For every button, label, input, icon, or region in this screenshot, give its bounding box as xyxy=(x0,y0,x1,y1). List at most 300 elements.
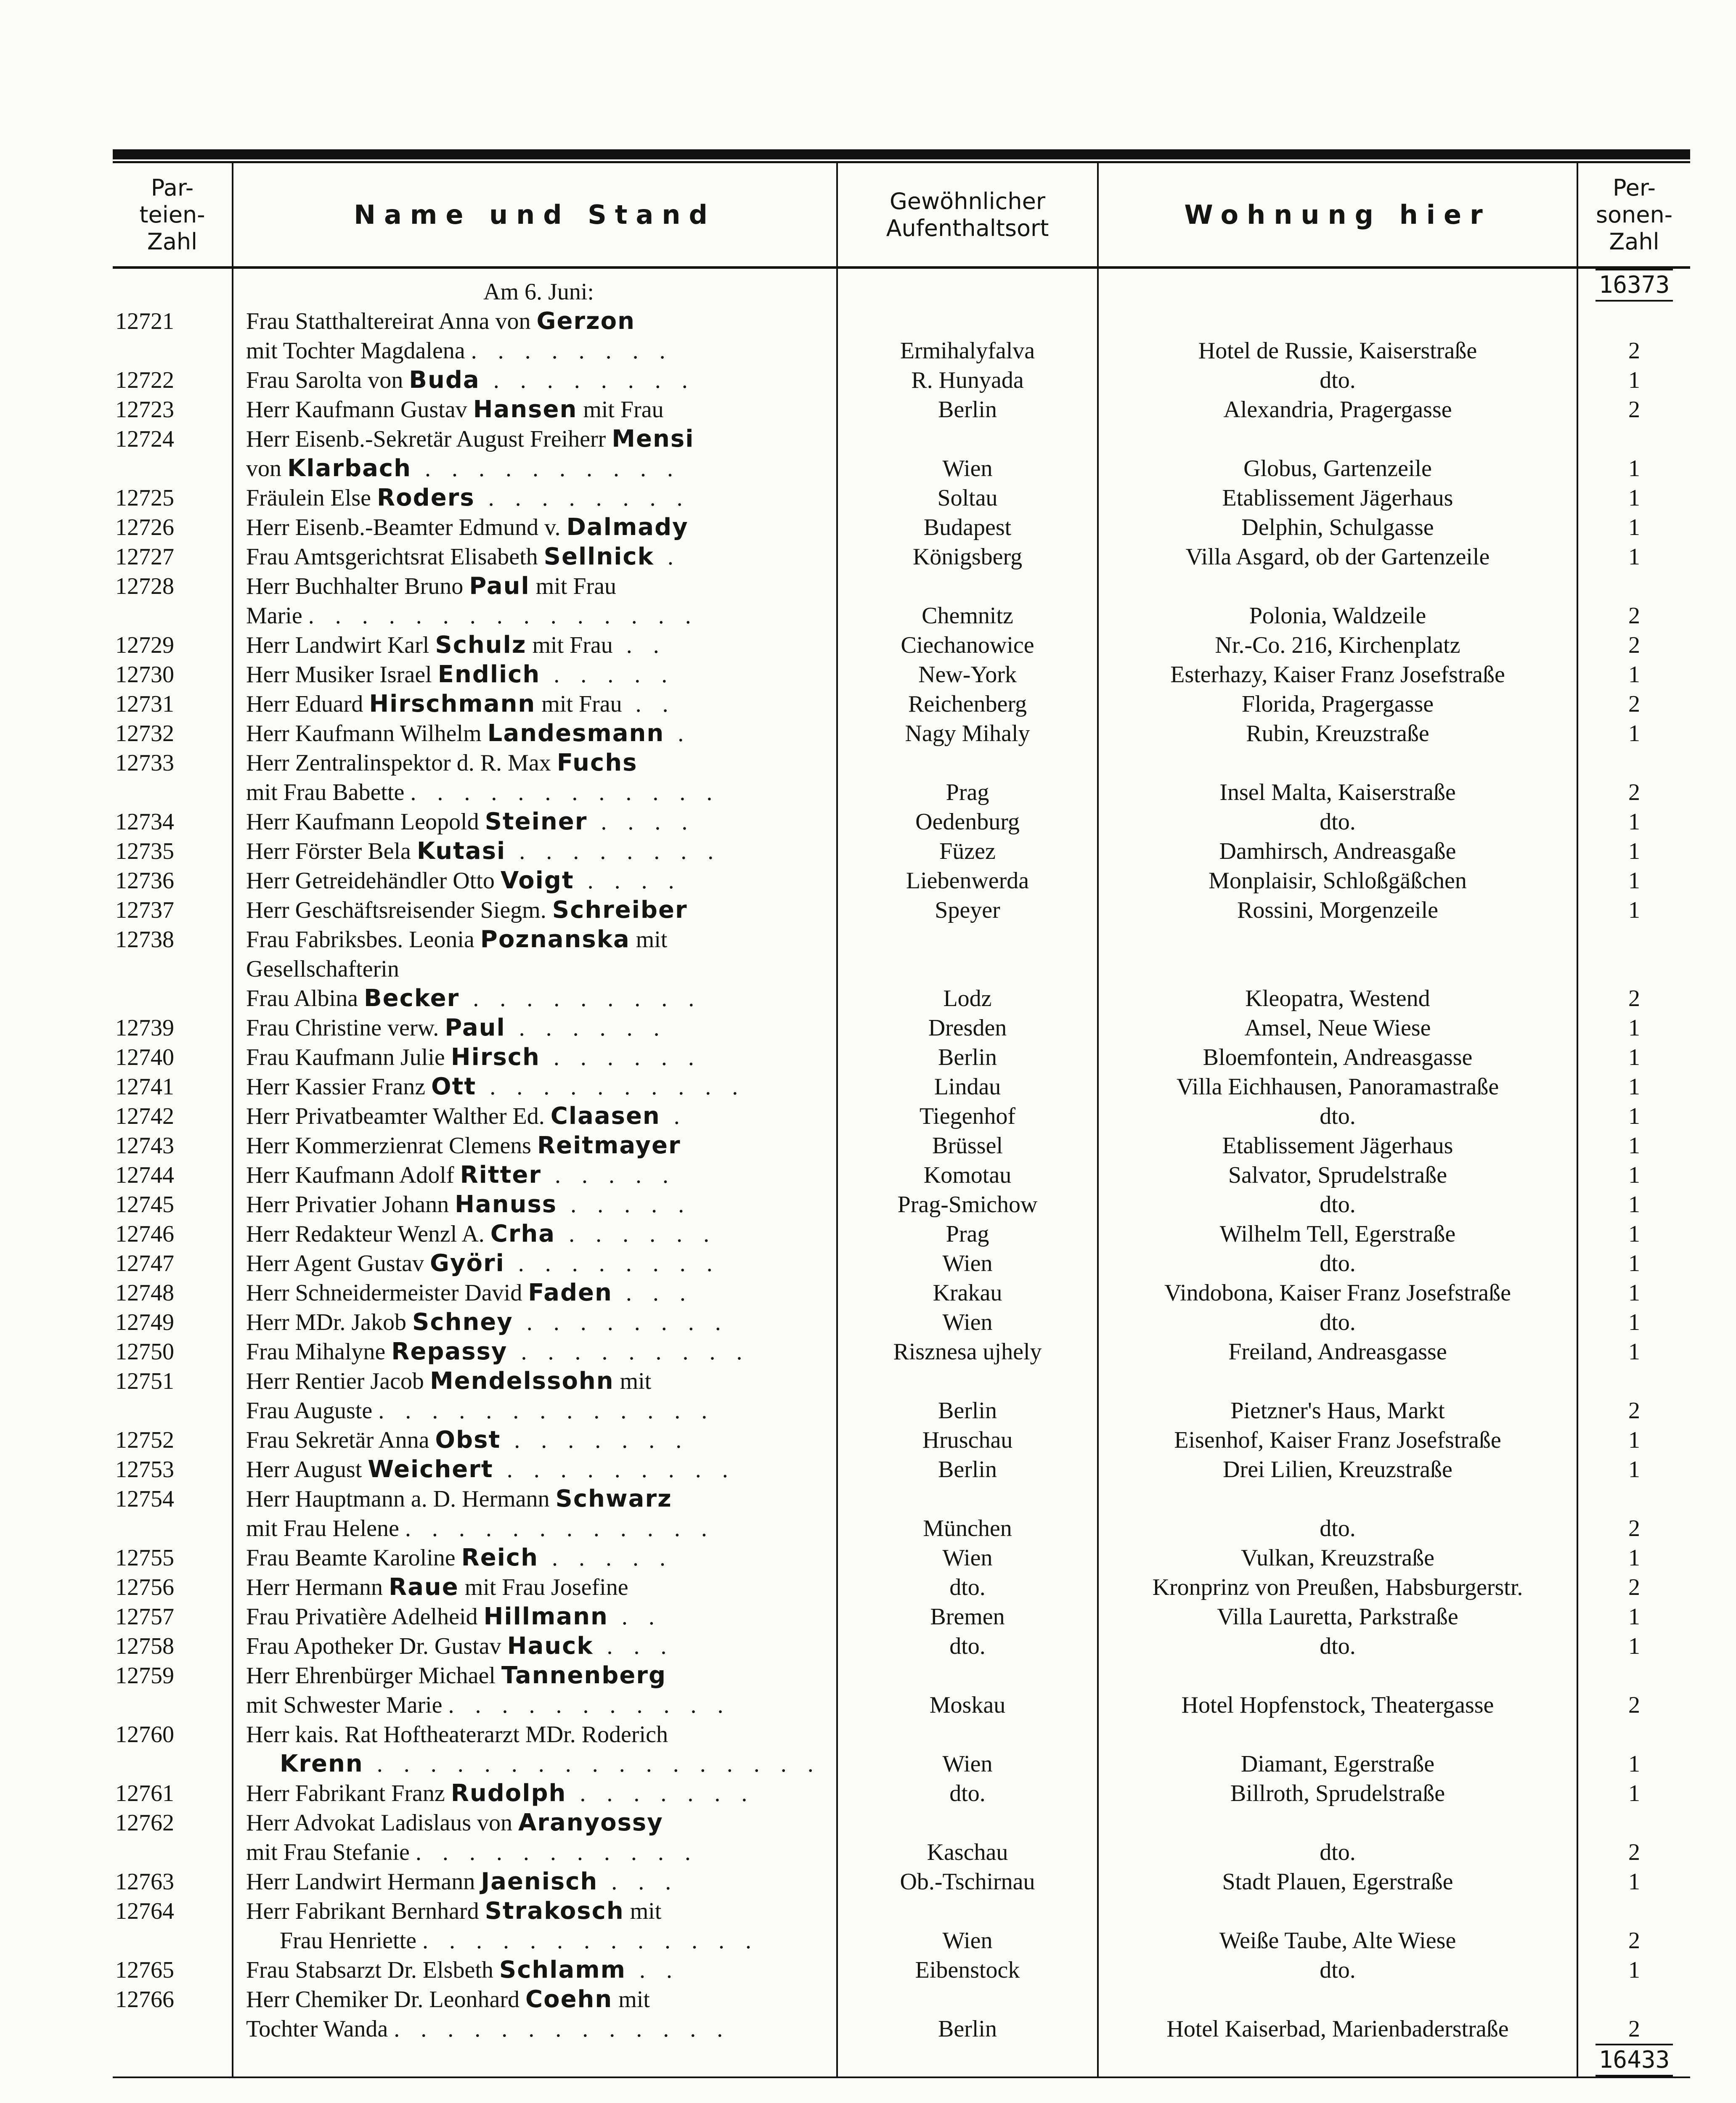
local-address xyxy=(1098,424,1577,454)
usual-residence: Wien xyxy=(837,1543,1098,1573)
name-prefix: Herr kais. Rat Hoftheaterarzt MDr. Roderich xyxy=(246,1722,668,1748)
local-address xyxy=(1098,1985,1577,2014)
final-total-name xyxy=(233,2044,837,2077)
register-row xyxy=(113,1102,1690,1131)
leader-dots: . . xyxy=(612,632,667,658)
name-prefix: Herr Eduard xyxy=(246,691,369,717)
persons-count: 2 xyxy=(1577,1573,1690,1602)
name-status xyxy=(233,1602,837,1632)
surname: Becker xyxy=(363,985,460,1012)
persons-count: 1 xyxy=(1577,1632,1690,1661)
usual-residence: Ciechanowice xyxy=(837,630,1098,660)
name-status xyxy=(233,2014,837,2044)
leader-dots: . . . . xyxy=(587,809,695,835)
register-row xyxy=(113,1602,1690,1632)
usual-residence xyxy=(837,572,1098,601)
usual-residence xyxy=(837,1808,1098,1838)
name-status xyxy=(233,1455,837,1484)
leader-dots: . . . . . . . . xyxy=(480,367,695,393)
name-status xyxy=(233,1484,837,1514)
register-row xyxy=(113,1219,1690,1249)
name-prefix: mit Tochter Magdalena xyxy=(246,338,471,364)
surname: Tannenberg xyxy=(501,1662,667,1689)
register-row xyxy=(113,1896,1690,1926)
persons-count: 1 xyxy=(1577,1278,1690,1308)
register-row xyxy=(113,630,1690,660)
name-status xyxy=(233,1514,837,1543)
name-status xyxy=(233,1779,837,1808)
party-number: 12750 xyxy=(115,1339,174,1365)
name-status xyxy=(233,1749,837,1779)
register-row xyxy=(113,1808,1690,1838)
leader-dots: . . xyxy=(622,691,676,717)
leader-dots: . . . xyxy=(593,1633,674,1659)
surname: Poznanska xyxy=(480,926,630,953)
name-prefix: Herr Musiker Israel xyxy=(246,662,438,688)
persons-count: 1 xyxy=(1577,866,1690,895)
name-status xyxy=(233,454,837,483)
party-number: 12757 xyxy=(115,1604,174,1630)
register-row xyxy=(113,984,1690,1013)
usual-residence: Oedenburg xyxy=(837,807,1098,837)
persons-count: 2 xyxy=(1577,2014,1690,2044)
usual-residence: Eibenstock xyxy=(837,1955,1098,1985)
final-total-address xyxy=(1098,2044,1577,2077)
local-address: dto. xyxy=(1098,1249,1577,1278)
name-prefix: Herr Redakteur Wenzl A. xyxy=(246,1221,490,1247)
local-address: Hotel de Russie, Kaiserstraße xyxy=(1098,336,1577,366)
persons-count: 1 xyxy=(1577,542,1690,572)
name-prefix: Herr Advokat Ladislaus von xyxy=(246,1810,518,1836)
register-row xyxy=(113,1543,1690,1573)
name-prefix: Herr Kaufmann Leopold xyxy=(246,809,485,835)
leader-dots: . . . . . . . . . . . . . . . xyxy=(308,603,699,629)
name-status xyxy=(233,424,837,454)
leader-dots: . . . . . . . . xyxy=(471,338,673,364)
register-row xyxy=(113,513,1690,542)
name-status xyxy=(233,1131,837,1160)
name-prefix: Frau Amtsgerichtsrat Elisabeth xyxy=(246,544,544,570)
name-suffix: mit Frau xyxy=(535,691,622,717)
local-address: Weiße Taube, Alte Wiese xyxy=(1098,1926,1577,1955)
party-number: 12758 xyxy=(115,1633,174,1659)
name-status xyxy=(233,1661,837,1690)
persons-count: 2 xyxy=(1577,1396,1690,1425)
persons-count: 1 xyxy=(1577,1955,1690,1985)
persons-count: 2 xyxy=(1577,689,1690,719)
name-prefix: Herr Förster Bela xyxy=(246,838,417,864)
name-prefix: Herr Schneidermeister David xyxy=(246,1280,528,1306)
local-address: Drei Lilien, Kreuzstraße xyxy=(1098,1455,1577,1484)
party-number: 12766 xyxy=(115,1986,174,2013)
surname: Kutasi xyxy=(416,837,506,865)
leader-dots: . . . . . . . . . . . xyxy=(448,1692,731,1718)
usual-residence: Liebenwerda xyxy=(837,866,1098,895)
local-address xyxy=(1098,954,1577,984)
persons-count: 2 xyxy=(1577,336,1690,366)
name-suffix: mit xyxy=(624,1898,662,1924)
usual-residence: Reichenberg xyxy=(837,689,1098,719)
surname: Hillmann xyxy=(483,1603,608,1630)
surname: Schney xyxy=(412,1308,513,1336)
register-row xyxy=(113,1072,1690,1102)
name-suffix: mit xyxy=(630,927,668,953)
local-address: Vulkan, Kreuzstraße xyxy=(1098,1543,1577,1573)
usual-residence xyxy=(837,954,1098,984)
name-prefix: Herr Eisenb.-Beamter Edmund v. xyxy=(246,514,567,540)
persons-count: 1 xyxy=(1577,807,1690,837)
party-number xyxy=(113,1926,233,1955)
persons-count xyxy=(1577,307,1690,336)
name-status xyxy=(233,1308,837,1337)
carry-total-value: 16373 xyxy=(1596,269,1673,302)
persons-count: 2 xyxy=(1577,630,1690,660)
name-prefix: Herr Agent Gustav xyxy=(246,1250,430,1277)
local-address: Hotel Kaiserbad, Marienbaderstraße xyxy=(1098,2014,1577,2044)
party-number: 12728 xyxy=(115,573,174,599)
header-origin xyxy=(837,163,1098,268)
persons-count: 1 xyxy=(1577,660,1690,689)
local-address xyxy=(1098,1896,1577,1926)
surname: Dalmady xyxy=(566,514,689,541)
surname: Reitmayer xyxy=(537,1132,681,1159)
persons-count: 1 xyxy=(1577,1749,1690,1779)
leader-dots: . . . . . . xyxy=(555,1221,717,1247)
register-row xyxy=(113,1367,1690,1396)
local-address: Esterhazy, Kaiser Franz Josefstraße xyxy=(1098,660,1577,689)
name-prefix: Herr Kassier Franz xyxy=(246,1074,432,1100)
local-address: Kleopatra, Westend xyxy=(1098,984,1577,1013)
persons-count: 1 xyxy=(1577,1602,1690,1632)
persons-count xyxy=(1577,1484,1690,1514)
usual-residence: Prag xyxy=(837,778,1098,807)
party-number: 12734 xyxy=(115,809,174,835)
name-status xyxy=(233,513,837,542)
name-status xyxy=(233,1043,837,1072)
party-number: 12741 xyxy=(115,1074,174,1100)
surname: Gerzon xyxy=(536,307,635,335)
register-row xyxy=(113,1308,1690,1337)
register-row xyxy=(113,601,1690,630)
party-number xyxy=(113,954,233,984)
party-number: 12765 xyxy=(115,1957,174,1983)
name-status xyxy=(233,1190,837,1219)
usual-residence: Chemnitz xyxy=(837,601,1098,630)
name-status xyxy=(233,1367,837,1396)
leader-dots: . . . . . . . . xyxy=(504,1250,720,1277)
name-status xyxy=(233,601,837,630)
name-status xyxy=(233,366,837,395)
name-prefix: Herr Zentralinspektor d. R. Max xyxy=(246,750,557,776)
register-row xyxy=(113,572,1690,601)
name-prefix: Tochter Wanda xyxy=(246,2016,394,2042)
usual-residence: R. Hunyada xyxy=(837,366,1098,395)
usual-residence: dto. xyxy=(837,1632,1098,1661)
party-number: 12725 xyxy=(115,485,174,511)
carry-total xyxy=(1577,268,1690,307)
persons-count: 1 xyxy=(1577,1425,1690,1455)
name-status xyxy=(233,572,837,601)
leader-dots: . . . . . . . . . . . . . xyxy=(378,1398,715,1424)
party-number: 12743 xyxy=(115,1133,174,1159)
final-total-row xyxy=(113,2044,1690,2077)
surname: Buda xyxy=(409,366,480,394)
party-number: 12753 xyxy=(115,1457,174,1483)
usual-residence: München xyxy=(837,1514,1098,1543)
persons-count: 2 xyxy=(1577,395,1690,424)
local-address: Insel Malta, Kaiserstraße xyxy=(1098,778,1577,807)
name-prefix: Gesellschafterin xyxy=(246,956,399,982)
party-number: 12736 xyxy=(115,868,174,894)
party-number: 12721 xyxy=(115,308,174,334)
name-status xyxy=(233,689,837,719)
register-row xyxy=(113,1749,1690,1779)
persons-count: 1 xyxy=(1577,1131,1690,1160)
persons-count: 2 xyxy=(1577,1926,1690,1955)
name-prefix: Herr Rentier Jacob xyxy=(246,1368,430,1394)
persons-count: 2 xyxy=(1577,1690,1690,1720)
register-row xyxy=(113,424,1690,454)
local-address: Hotel Hopfenstock, Theatergasse xyxy=(1098,1690,1577,1720)
register-table-wrap xyxy=(113,163,1690,2078)
party-number: 12732 xyxy=(115,720,174,747)
party-number: 12761 xyxy=(115,1780,174,1806)
surname: Roders xyxy=(377,484,475,511)
usual-residence xyxy=(837,1484,1098,1514)
surname: Hirschmann xyxy=(369,690,536,718)
surname: Hirsch xyxy=(451,1044,540,1071)
local-address xyxy=(1098,1720,1577,1749)
surname: Schreiber xyxy=(552,896,688,924)
persons-count: 1 xyxy=(1577,1779,1690,1808)
persons-count: 1 xyxy=(1577,1308,1690,1337)
register-row xyxy=(113,895,1690,925)
register-row xyxy=(113,1160,1690,1190)
usual-residence: Königsberg xyxy=(837,542,1098,572)
register-row xyxy=(113,1131,1690,1160)
usual-residence: Dresden xyxy=(837,1013,1098,1043)
surname: Ott xyxy=(431,1073,477,1100)
register-row xyxy=(113,1632,1690,1661)
party-number: 12752 xyxy=(115,1427,174,1453)
party-number xyxy=(113,601,233,630)
name-status xyxy=(233,1838,837,1867)
name-prefix: Herr Landwirt Karl xyxy=(246,632,435,658)
name-status xyxy=(233,778,837,807)
usual-residence: Komotau xyxy=(837,1160,1098,1190)
local-address: dto. xyxy=(1098,1632,1577,1661)
party-number: 12740 xyxy=(115,1044,174,1070)
surname: Voigt xyxy=(500,867,574,894)
register-row xyxy=(113,719,1690,748)
register-row xyxy=(113,1278,1690,1308)
name-status xyxy=(233,1072,837,1102)
surname: Faden xyxy=(528,1279,612,1306)
name-status xyxy=(233,395,837,424)
party-number: 12762 xyxy=(115,1810,174,1836)
usual-residence: Berlin xyxy=(837,1043,1098,1072)
usual-residence: Speyer xyxy=(837,895,1098,925)
local-address: Amsel, Neue Wiese xyxy=(1098,1013,1577,1043)
name-prefix: mit Schwester Marie xyxy=(246,1692,448,1718)
party-number: 12747 xyxy=(115,1250,174,1277)
name-prefix: Frau Christine verw. xyxy=(246,1015,445,1041)
local-address: dto. xyxy=(1098,1102,1577,1131)
name-status xyxy=(233,748,837,778)
name-status xyxy=(233,1219,837,1249)
name-prefix: Frau Albina xyxy=(246,985,364,1012)
local-address: Globus, Gartenzeile xyxy=(1098,454,1577,483)
local-address: Polonia, Waldzeile xyxy=(1098,601,1577,630)
name-prefix: Frau Henriette xyxy=(280,1928,422,1954)
header-persons xyxy=(1577,163,1690,268)
leader-dots: . xyxy=(664,720,692,747)
leader-dots: . . . . . xyxy=(557,1192,692,1218)
party-number xyxy=(113,1690,233,1720)
leader-dots: . . . . . . . . . . . . . xyxy=(394,2016,731,2042)
register-row xyxy=(113,1396,1690,1425)
register-row xyxy=(113,1043,1690,1072)
party-number: 12737 xyxy=(115,897,174,923)
name-prefix: Frau Stabsarzt Dr. Elsbeth xyxy=(246,1957,499,1983)
leader-dots: . . . . . . . . . . . xyxy=(415,1839,698,1865)
local-address xyxy=(1098,1484,1577,1514)
local-address xyxy=(1098,1661,1577,1690)
leader-dots: . . . . . . . . . xyxy=(459,985,702,1012)
header-party-number xyxy=(113,163,233,268)
persons-count: 1 xyxy=(1577,454,1690,483)
surname: Landesmann xyxy=(487,720,665,747)
header-address-label: Wohnung hier xyxy=(1184,199,1491,230)
header-persons-label: Per- sonen- Zahl xyxy=(1596,174,1673,255)
usual-residence: dto. xyxy=(837,1779,1098,1808)
usual-residence: Berlin xyxy=(837,1396,1098,1425)
name-status xyxy=(233,954,837,984)
party-number xyxy=(113,1514,233,1543)
local-address: Freiland, Andreasgasse xyxy=(1098,1337,1577,1367)
local-address: Salvator, Sprudelstraße xyxy=(1098,1160,1577,1190)
persons-count: 1 xyxy=(1577,1337,1690,1367)
party-number: 12723 xyxy=(115,397,174,423)
usual-residence xyxy=(837,925,1098,954)
party-number: 12748 xyxy=(115,1280,174,1306)
name-prefix: von xyxy=(246,456,287,482)
surname: Mensi xyxy=(612,425,694,453)
usual-residence: Wien xyxy=(837,454,1098,483)
surname: Schulz xyxy=(435,631,527,659)
name-prefix: Herr Kommerzienrat Clemens xyxy=(246,1133,537,1159)
name-prefix: Herr August xyxy=(246,1457,368,1483)
surname: Krenn xyxy=(280,1750,363,1777)
local-address: dto. xyxy=(1098,1190,1577,1219)
name-status xyxy=(233,336,837,366)
name-prefix: Herr Fabrikant Bernhard xyxy=(246,1898,485,1924)
leader-dots: . . . . . . . xyxy=(501,1427,689,1453)
register-row xyxy=(113,866,1690,895)
name-prefix: Herr Eisenb.-Sekretär August Freiherr xyxy=(246,426,612,452)
name-status xyxy=(233,1808,837,1838)
surname: Györi xyxy=(430,1250,505,1277)
usual-residence: New-York xyxy=(837,660,1098,689)
local-address: dto. xyxy=(1098,1955,1577,1985)
name-status xyxy=(233,483,837,513)
surname: Rudolph xyxy=(451,1780,567,1807)
register-row xyxy=(113,1690,1690,1720)
name-status xyxy=(233,1720,837,1749)
party-number xyxy=(113,1838,233,1867)
persons-count: 1 xyxy=(1577,513,1690,542)
name-prefix: Herr Chemiker Dr. Leonhard xyxy=(246,1986,525,2013)
local-address: Villa Eichhausen, Panoramastraße xyxy=(1098,1072,1577,1102)
register-row xyxy=(113,807,1690,837)
name-suffix: mit Frau xyxy=(530,573,616,599)
usual-residence xyxy=(837,424,1098,454)
leader-dots: . . xyxy=(625,1957,680,1983)
usual-residence: Brüssel xyxy=(837,1131,1098,1160)
surname: Schwarz xyxy=(555,1485,672,1512)
name-status xyxy=(233,307,837,336)
usual-residence: Budapest xyxy=(837,513,1098,542)
surname: Hansen xyxy=(473,396,578,423)
register-row xyxy=(113,307,1690,336)
name-status xyxy=(233,1396,837,1425)
party-number: 12731 xyxy=(115,691,174,717)
persons-count: 2 xyxy=(1577,601,1690,630)
party-number: 12760 xyxy=(115,1722,174,1748)
persons-count: 2 xyxy=(1577,1514,1690,1543)
register-row xyxy=(113,1249,1690,1278)
party-number: 12754 xyxy=(115,1486,174,1512)
party-number: 12733 xyxy=(115,750,174,776)
register-row xyxy=(113,1720,1690,1749)
party-number: 12756 xyxy=(115,1574,174,1600)
name-prefix: Frau Fabriksbes. Leonia xyxy=(246,927,480,953)
party-number: 12745 xyxy=(115,1192,174,1218)
party-number: 12726 xyxy=(115,514,174,540)
leader-dots: . . . . . . . . xyxy=(474,485,690,511)
register-row xyxy=(113,1337,1690,1367)
party-number: 12727 xyxy=(115,544,174,570)
usual-residence: Lodz xyxy=(837,984,1098,1013)
surname: Klarbach xyxy=(287,455,411,482)
register-row xyxy=(113,1484,1690,1514)
register-row xyxy=(113,925,1690,954)
name-status xyxy=(233,1926,837,1955)
name-status xyxy=(233,1337,837,1367)
usual-residence xyxy=(837,748,1098,778)
name-prefix: Frau Mihalyne xyxy=(246,1339,392,1365)
top-heavy-rule xyxy=(113,149,1690,159)
surname: Ritter xyxy=(460,1161,541,1189)
name-status xyxy=(233,719,837,748)
leader-dots: . . . . . xyxy=(540,662,675,688)
name-suffix: mit Frau xyxy=(577,397,664,423)
name-status xyxy=(233,1278,837,1308)
leader-dots: . . . . . . . . xyxy=(506,838,721,864)
surname: Schlamm xyxy=(499,1956,626,1984)
name-status xyxy=(233,837,837,866)
persons-count: 1 xyxy=(1577,837,1690,866)
local-address: Rossini, Morgenzeile xyxy=(1098,895,1577,925)
usual-residence: Wien xyxy=(837,1249,1098,1278)
register-row xyxy=(113,954,1690,984)
name-status xyxy=(233,984,837,1013)
party-number xyxy=(113,778,233,807)
local-address: Etablissement Jägerhaus xyxy=(1098,483,1577,513)
register-row xyxy=(113,542,1690,572)
persons-count xyxy=(1577,1808,1690,1838)
local-address: Wilhelm Tell, Egerstraße xyxy=(1098,1219,1577,1249)
